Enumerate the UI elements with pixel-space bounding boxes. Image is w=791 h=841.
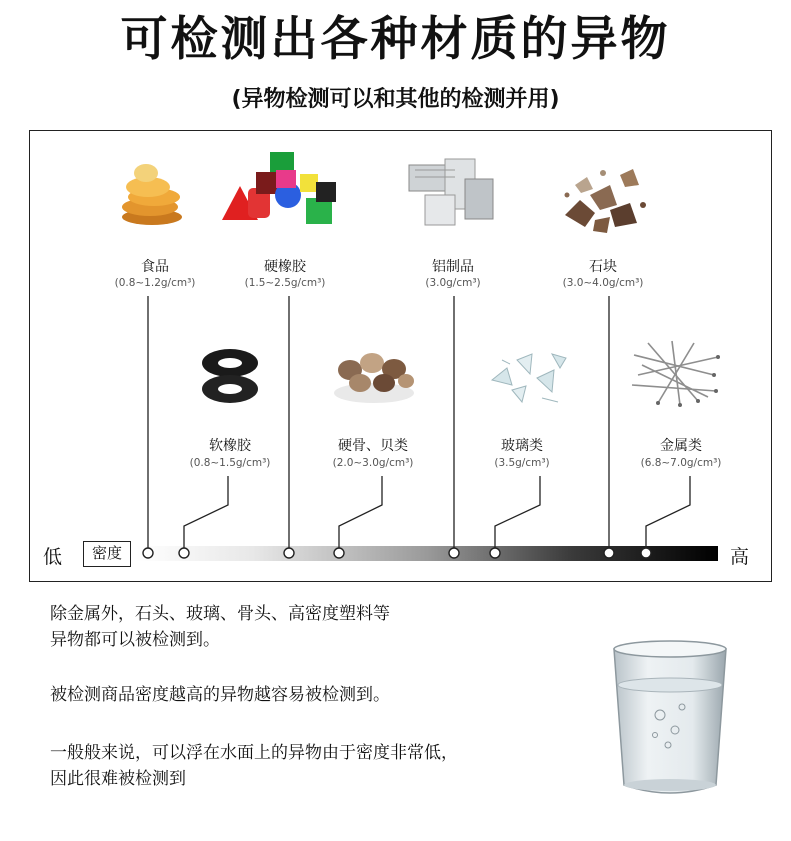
leader-line-soft-rubber	[184, 476, 228, 549]
axis-high-label: 高	[730, 546, 750, 568]
description-line-2: 异物都可以被检测到。	[50, 630, 220, 650]
item-density-metal: (6.8~7.0g/cm³)	[640, 457, 722, 469]
water-glass-image	[600, 635, 740, 805]
marker-bone-shell	[334, 548, 344, 558]
item-name-metal: 金属类	[660, 438, 702, 454]
marker-food	[143, 548, 153, 558]
marker-hard-rubber	[284, 548, 294, 558]
marker-soft-rubber	[179, 548, 189, 558]
leader-line-bone-shell	[339, 476, 382, 549]
page-title: 可检测出各种材质的异物	[120, 12, 671, 67]
item-name-food: 食品	[141, 259, 169, 275]
density-label-box: 密度	[83, 541, 131, 567]
item-name-stone: 石块	[589, 259, 617, 275]
item-density-aluminum: (3.0g/cm³)	[425, 277, 481, 289]
item-name-hard-rubber: 硬橡胶	[264, 259, 306, 275]
page-subtitle: (异物检测可以和其他的检测并用)	[231, 87, 560, 112]
description-line-3: 被检测商品密度越高的异物越容易被检测到。	[50, 685, 390, 705]
marker-aluminum	[449, 548, 459, 558]
item-density-stone: (3.0~4.0g/cm³)	[562, 277, 644, 289]
item-density-hard-rubber: (1.5~2.5g/cm³)	[244, 277, 326, 289]
description-line-1: 除金属外，石头、玻璃、骨头、高密度塑料等	[50, 604, 390, 624]
item-name-bone-shell: 硬骨、贝类	[338, 438, 408, 454]
item-density-glass: (3.5g/cm³)	[494, 457, 550, 469]
marker-metal	[641, 548, 651, 558]
item-density-bone-shell: (2.0~3.0g/cm³)	[332, 457, 414, 469]
leader-line-glass	[495, 476, 540, 549]
axis-low-label: 低	[43, 546, 63, 568]
item-density-food: (0.8~1.2g/cm³)	[114, 277, 196, 289]
item-name-soft-rubber: 软橡胶	[209, 438, 251, 454]
description-line-5: 因此很难被检测到	[50, 769, 186, 789]
marker-glass	[490, 548, 500, 558]
leader-line-metal	[646, 476, 690, 549]
item-density-soft-rubber: (0.8~1.5g/cm³)	[189, 457, 271, 469]
description-line-4: 一般般来说，可以浮在水面上的异物由于密度非常低，	[50, 743, 458, 763]
item-name-glass: 玻璃类	[501, 438, 543, 454]
item-name-aluminum: 铝制品	[432, 259, 474, 275]
marker-stone	[604, 548, 614, 558]
